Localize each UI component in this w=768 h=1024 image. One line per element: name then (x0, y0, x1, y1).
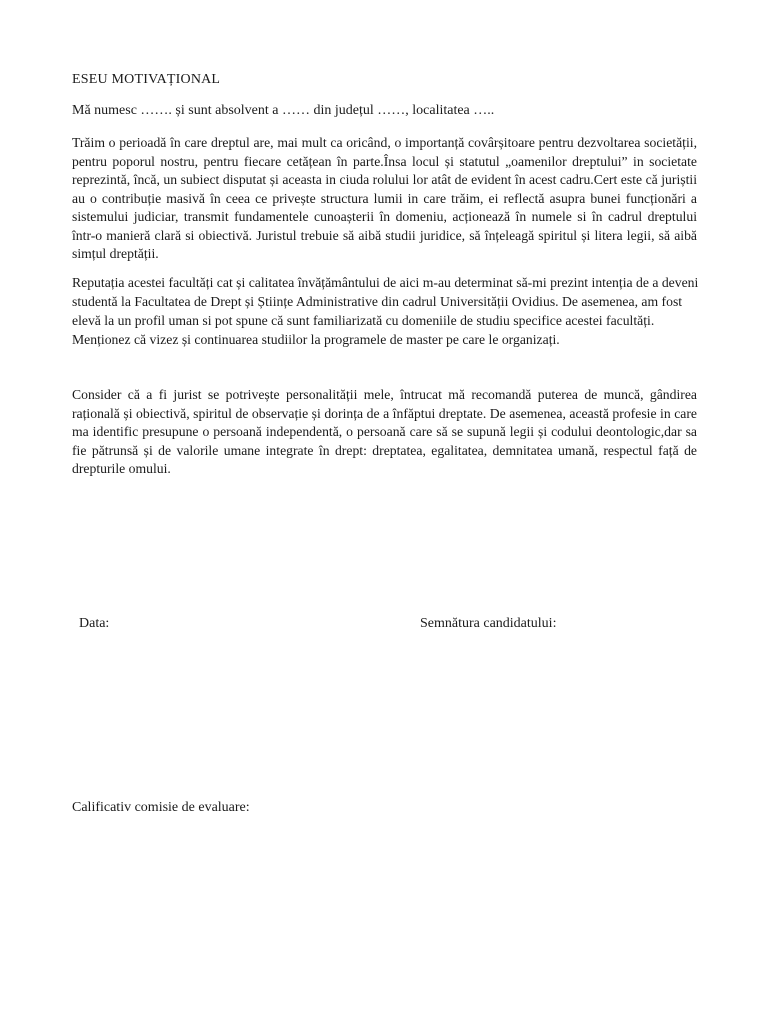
paragraph-1: Trăim o perioadă în care dreptul are, mai mult ca oricând, o importanță covârșitoare pentru dezvoltarea societății, pentru poporul nostru, pentru fiecare cetățean în parte.Însa locul și statutul „oamenilor dreptului” in societate reprezintă, încă, un subiect disputat și aceasta in ciuda rolului lor atât de evident în acest cadru.Cert este că juriștii au o contribuție masivă în ceea ce privește structura lumii in care trăim, ei reflectă asupra bunei funcționări a sistemului judiciar, transmit fundamentele cunoașterii în domeniu, acționează în numele si în cadrul dreptului într-o manieră clară si obiectivă. Juristul trebuie să aibă studii juridice, să înțeleagă spiritul și litera legii, să aibă simțul dreptății. (72, 135, 697, 261)
document-title: ESEU MOTIVAȚIONAL (72, 72, 221, 87)
intro-line: Mă numesc ……. și sunt absolvent a …… din județul ……, localitatea ….. (72, 103, 495, 118)
date-label: Data: (79, 616, 110, 631)
evaluation-label: Calificativ comisie de evaluare: (72, 800, 250, 815)
signature-label: Semnătura candidatului: (420, 616, 557, 631)
paragraph-2: Reputația acestei facultăți cat și calitatea învățământului de aici m-au determinat să-mi prezint intenția de a deveni studentă la Facultatea de Drept și Științe Administrative din cadrul Universității Ovidius. De asemenea, am fost elevă la un profil uman si pot spune că sunt familiarizată cu domeniile de studiu specifice acestei facultăți. Menționez că vizez și continuarea studiilor la programele de master pe care le organizați. (72, 275, 699, 347)
paragraph-3: Consider că a fi jurist se potrivește personalității mele, întrucat mă recomandă puterea de muncă, gândirea rațională și obiectivă, spiritul de observație și dorința de a înfăptui dreptate. De asemenea, această profesie in care ma identific presupune o persoană independentă, o persoană care să se supună legii și codului deontologic,dar sa fie pătrunsă și de valorile umane integrate în drept: dreptatea, egalitatea, demnitatea umană, respectul față de drepturile omului. (72, 387, 697, 476)
